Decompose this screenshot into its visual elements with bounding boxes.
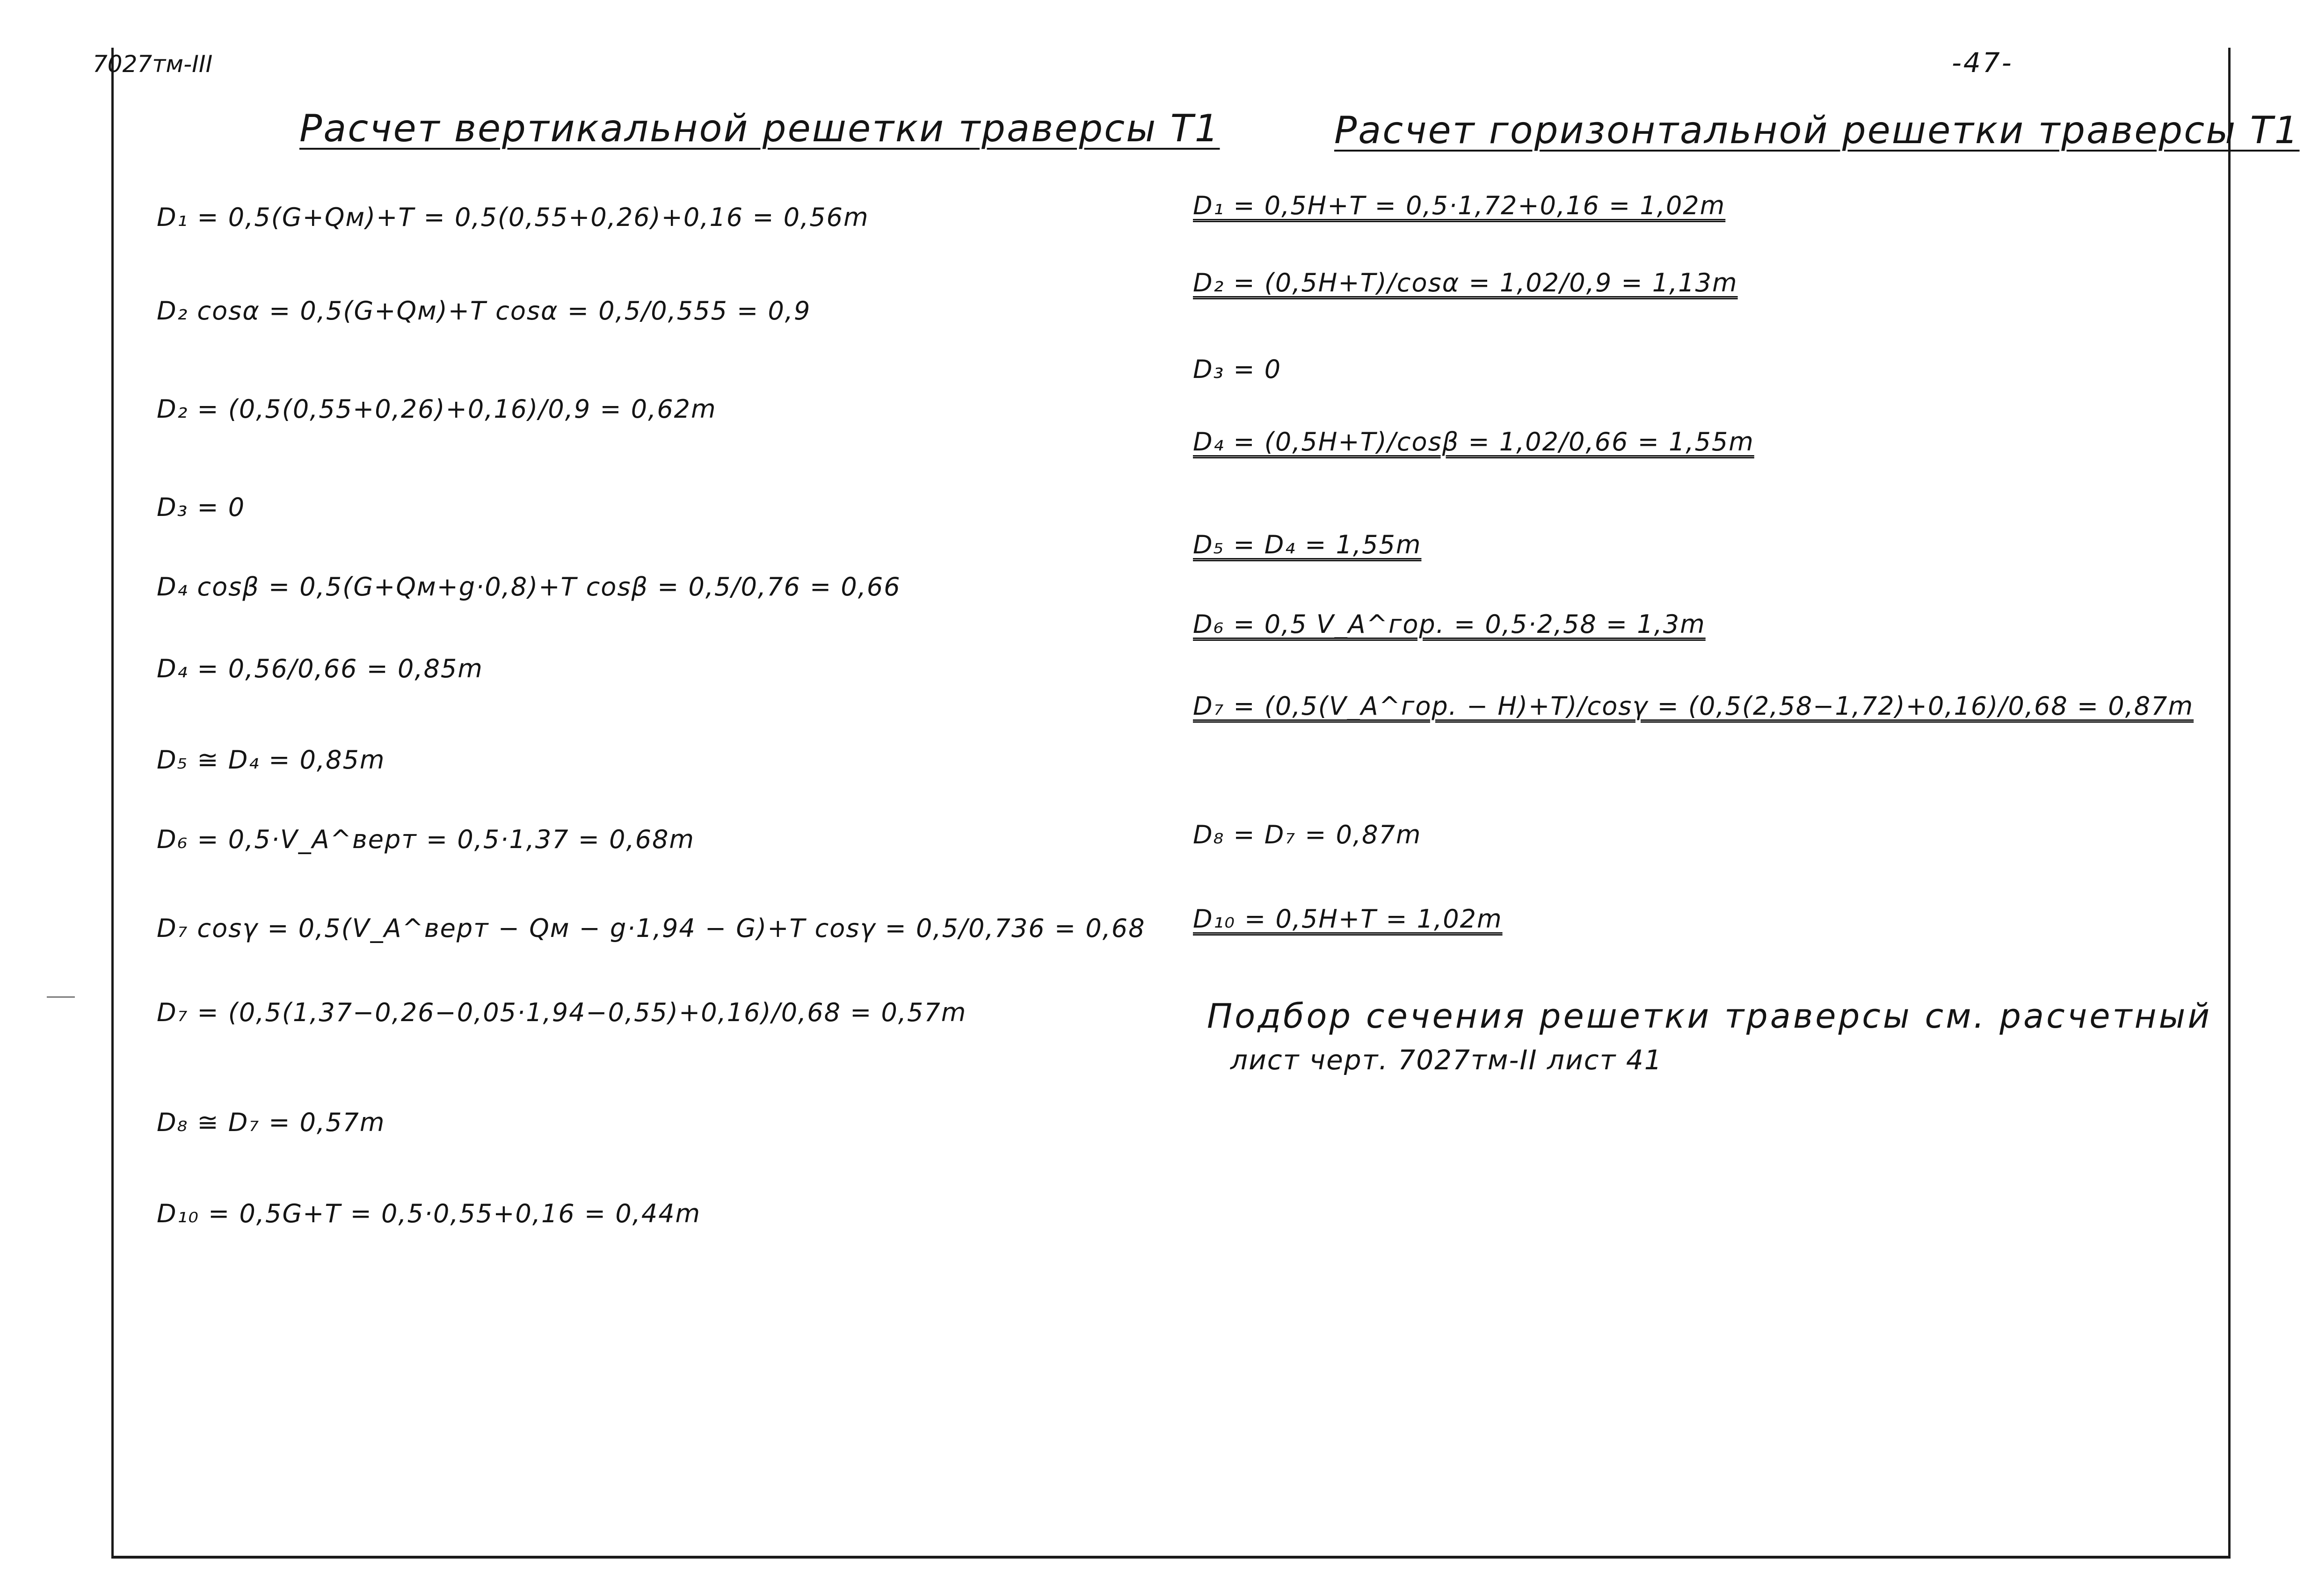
right-eq-d2: D₂ = (0,5H+T)/cosα = 1,02/0,9 = 1,13m (1193, 268, 1738, 297)
page-frame (111, 48, 2231, 1559)
left-eq-d7: D₇ = (0,5(1,37−0,26−0,05·1,94−0,55)+0,16)/0,68 = 0,57m (157, 998, 967, 1027)
left-eq-d10: D₁₀ = 0,5G+T = 0,5·0,55+0,16 = 0,44m (157, 1199, 701, 1228)
page-number: -47- (1952, 47, 2013, 79)
right-eq-d1: D₁ = 0,5H+T = 0,5·1,72+0,16 = 1,02m (1193, 191, 1726, 220)
left-eq-d2: D₂ = (0,5(0,55+0,26)+0,16)/0,9 = 0,62m (157, 394, 717, 424)
right-eq-d5: D₅ = D₄ = 1,55m (1193, 530, 1422, 559)
left-eq-d8: D₈ ≅ D₇ = 0,57m (157, 1108, 385, 1137)
left-eq-d2-cos: D₂ cosα = 0,5(G+Qм)+T cosα = 0,5/0,555 = 0,9 (157, 296, 811, 326)
margin-mark (47, 996, 75, 998)
right-eq-d10: D₁₀ = 0,5H+T = 1,02m (1193, 904, 1503, 934)
right-section-title: Расчет горизонтальной решетки траверсы Т1 (1334, 109, 2300, 152)
left-eq-d4-cos: D₄ cosβ = 0,5(G+Qм+g·0,8)+T cosβ = 0,5/0,76 = 0,66 (157, 572, 901, 602)
right-eq-d6: D₆ = 0,5 V_A^гор. = 0,5·2,58 = 1,3m (1193, 609, 1706, 639)
left-eq-d7-cos: D₇ cosγ = 0,5(V_A^верт − Qм − g·1,94 − G)+T cosγ = 0,5/0,736 = 0,68 (157, 914, 1146, 943)
left-eq-d3: D₃ = 0 (157, 493, 246, 522)
right-eq-d8: D₈ = D₇ = 0,87m (1193, 820, 1422, 849)
right-eq-d3: D₃ = 0 (1193, 355, 1282, 384)
left-section-title: Расчет вертикальной решетки траверсы Т1 (299, 107, 1220, 150)
left-eq-d1: D₁ = 0,5(G+Qм)+T = 0,5(0,55+0,26)+0,16 = 0,56m (157, 203, 869, 232)
left-eq-d4: D₄ = 0,56/0,66 = 0,85m (157, 654, 483, 683)
selection-note: Подбор сечения решетки траверсы см. расчетный (1207, 996, 2212, 1036)
right-eq-d4: D₄ = (0,5H+T)/cosβ = 1,02/0,66 = 1,55m (1193, 427, 1754, 457)
selection-note-reference: лист черт. 7027тм-II лист 41 (1230, 1044, 1663, 1076)
right-eq-d7: D₇ = (0,5(V_A^гор. − H)+T)/cosγ = (0,5(2,58−1,72)+0,16)/0,68 = 0,87m (1193, 691, 2194, 721)
left-eq-d6: D₆ = 0,5·V_A^верт = 0,5·1,37 = 0,68m (157, 825, 695, 854)
left-eq-d5: D₅ ≅ D₄ = 0,85m (157, 745, 385, 775)
document-code: 7027тм-III (93, 51, 213, 78)
